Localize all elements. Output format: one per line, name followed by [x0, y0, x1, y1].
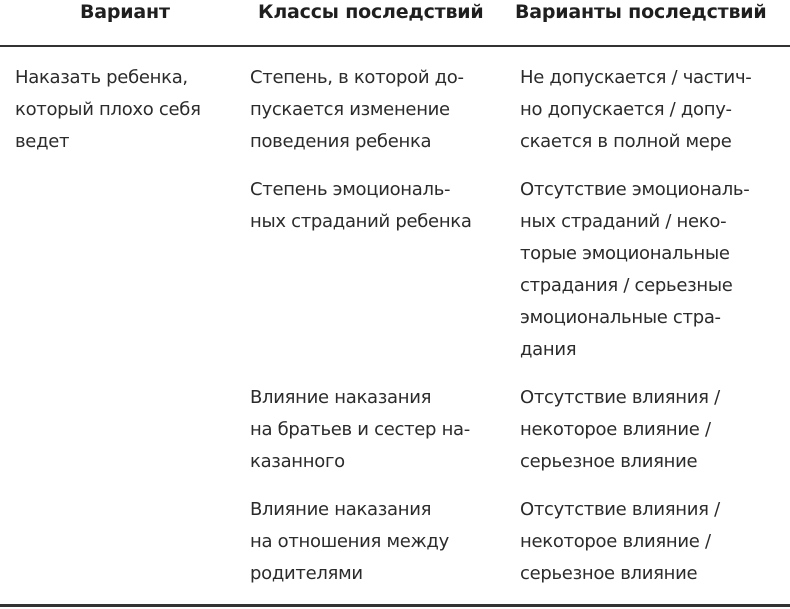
text-line: страдания / серьезные — [520, 275, 733, 296]
text-line: торые эмоциональные — [520, 243, 730, 264]
variant-cell — [15, 62, 201, 158]
class-cell-3 — [250, 382, 470, 478]
text-line: Влияние наказания — [250, 499, 432, 520]
text-line: родителями — [250, 563, 363, 584]
text-line: пускается изменение — [250, 99, 450, 120]
bottom-rule — [0, 604, 790, 607]
text-line: который плохо себя — [15, 99, 201, 120]
text-line: Не допускается / частич- — [520, 67, 752, 88]
text-line: на отношения между — [250, 531, 449, 552]
text-line: некоторое влияние / — [520, 419, 711, 440]
text-line: некоторое влияние / — [520, 531, 711, 552]
text-line: скается в полной мере — [520, 131, 732, 152]
header-options: Варианты последствий — [515, 1, 767, 23]
text-line: казанного — [250, 451, 345, 472]
text-line: серьезное влияние — [520, 563, 698, 584]
options-cell-2 — [520, 174, 749, 366]
text-line: но допускается / допу- — [520, 99, 732, 120]
text-line: эмоциональные стра- — [520, 307, 721, 328]
text-line: ведет — [15, 131, 70, 152]
text-line: Степень, в которой до- — [250, 67, 464, 88]
text-line: ных страданий / неко- — [520, 211, 727, 232]
text-line: Отсутствие эмоциональ- — [520, 179, 750, 200]
class-cell-2 — [250, 174, 472, 238]
text-line: Влияние наказания — [250, 387, 432, 408]
text-line: на братьев и сестер на- — [250, 419, 470, 440]
options-cell-4 — [520, 494, 720, 590]
options-cell-1 — [520, 62, 751, 158]
header-variant: Вариант — [80, 1, 170, 23]
options-cell-3 — [520, 382, 720, 478]
header-rule — [0, 45, 790, 47]
text-line: Степень эмоциональ- — [250, 179, 451, 200]
text-line: Отсутствие влияния / — [520, 499, 720, 520]
text-line: дания — [520, 339, 577, 360]
text-line: серьезное влияние — [520, 451, 698, 472]
header-classes: Классы последствий — [258, 1, 484, 23]
class-cell-1 — [250, 62, 464, 158]
text-line: ных страданий ребенка — [250, 211, 472, 232]
text-line: Отсутствие влияния / — [520, 387, 720, 408]
class-cell-4 — [250, 494, 449, 590]
text-line: поведения ребенка — [250, 131, 432, 152]
text-line: Наказать ребенка, — [15, 67, 188, 88]
